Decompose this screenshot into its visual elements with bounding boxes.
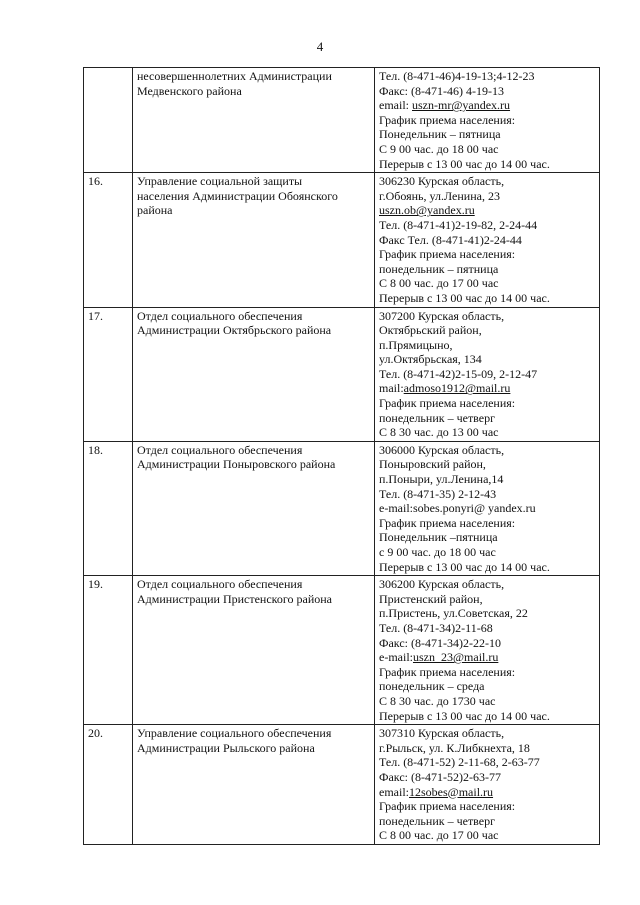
contact-line: Октябрьский район, — [379, 323, 482, 338]
row-number: 17. — [84, 307, 133, 441]
contact-line: С 8 30 час. до 13 00 час — [379, 425, 499, 440]
contact-line: ул.Октябрьская, 134 — [379, 352, 482, 367]
contact-line: 306000 Курская область, — [379, 442, 505, 457]
contact-line: График приема населения: — [379, 396, 516, 411]
organization-cell — [133, 173, 375, 307]
row-number: 19. — [84, 576, 133, 725]
email-label: email: — [379, 98, 412, 113]
contact-line: Поныровский район, — [379, 457, 486, 472]
contact-line: График приема населения: — [379, 664, 516, 679]
contact-line: График приема населения: — [379, 112, 516, 127]
contact-line: Тел. (8-471-46)4-19-13;4-12-23 — [379, 69, 535, 83]
organization-name-line: Отдел социального обеспечения — [137, 442, 303, 457]
organization-name-line: Администрации Поныровского района — [137, 457, 336, 472]
row-number: 16. — [84, 173, 133, 307]
contact-line: Перерыв с 13 00 час до 14 00 час. — [379, 290, 550, 305]
table-row — [84, 576, 600, 725]
organization-name-line: населения Администрации Обоянского — [137, 188, 338, 203]
table-row — [84, 68, 600, 173]
contact-line: Понедельник – пятница — [379, 127, 501, 142]
contact-line: Факс Тел. (8-471-41)2-24-44 — [379, 232, 522, 247]
contact-line: С 9 00 час. до 18 00 час — [379, 141, 499, 156]
email-line — [379, 785, 595, 800]
table-row — [84, 441, 600, 575]
contact-line: Факс: (8-471-52)2-63-77 — [379, 769, 501, 784]
contact-line: С 8 00 час. до 17 00 час — [379, 828, 499, 843]
contact-line: С 8 30 час. до 1730 час — [379, 693, 496, 708]
contact-line: Факс: (8-471-34)2-22-10 — [379, 635, 501, 650]
email-link[interactable]: uszn-mr@yandex.ru — [412, 98, 511, 113]
contact-line: Понедельник –пятница — [379, 530, 498, 545]
table-body — [84, 68, 600, 845]
contact-line: 306230 Курская область, — [379, 174, 505, 189]
contact-line: понедельник – среда — [379, 679, 485, 694]
email-label: e-mail: — [379, 650, 413, 665]
contact-line: Перерыв с 13 00 час до 14 00 час. — [379, 708, 550, 723]
contact-line: Тел. (8-471-52) 2-11-68, 2-63-77 — [379, 755, 540, 770]
organization-name-line: несовершеннолетних Администрации — [137, 69, 332, 83]
organization-name-line: района — [137, 203, 173, 218]
table-row — [84, 307, 600, 441]
contact-line: п.Поныри, ул.Ленина,14 — [379, 472, 504, 487]
row-number — [84, 68, 133, 173]
email-line — [379, 98, 595, 113]
email-link[interactable]: admoso1912@mail.ru — [403, 381, 511, 396]
email-link[interactable]: 12sobes@mail.ru — [409, 784, 494, 799]
organization-cell — [133, 576, 375, 725]
contact-line: e-mail:sobes.ponyri@ yandex.ru — [379, 501, 536, 516]
row-number: 18. — [84, 441, 133, 575]
organization-name-line: Администрации Пристенского района — [137, 591, 333, 606]
organization-name-line: Управление социального обеспечения — [137, 726, 332, 741]
contact-line: 307200 Курская область, — [379, 308, 505, 323]
organization-name-line: Отдел социального обеспечения — [137, 308, 303, 323]
organization-name-line: Медвенского района — [137, 83, 242, 98]
contact-line: Перерыв с 13 00 час до 14 00 час. — [379, 156, 550, 171]
contact-line: понедельник – четверг — [379, 410, 496, 425]
email-line — [379, 203, 595, 218]
contact-line: График приема населения: — [379, 515, 516, 530]
contacts-table — [83, 67, 600, 845]
email-label: email: — [379, 784, 409, 799]
contact-cell — [375, 173, 600, 307]
table-row — [84, 725, 600, 845]
contact-line: г.Обоянь, ул.Ленина, 23 — [379, 188, 500, 203]
organization-cell — [133, 68, 375, 173]
contact-line: 306200 Курская область, — [379, 577, 505, 592]
contact-cell — [375, 68, 600, 173]
contact-line: С 8 00 час. до 17 00 час — [379, 276, 499, 291]
contact-cell — [375, 307, 600, 441]
contact-line: с 9 00 час. до 18 00 час — [379, 545, 496, 559]
contact-line: Тел. (8-471-42)2-15-09, 2-12-47 — [379, 366, 538, 381]
email-label: mail: — [379, 381, 404, 396]
organization-name-line: Администрации Октябрьского района — [137, 323, 332, 338]
contact-line: понедельник – пятница — [379, 261, 499, 276]
organization-cell — [133, 307, 375, 441]
contact-cell — [375, 441, 600, 575]
contact-line: Тел. (8-471-41)2-19-82, 2-24-44 — [379, 217, 538, 232]
row-number: 20. — [84, 725, 133, 845]
contact-line: Тел. (8-471-35) 2-12-43 — [379, 486, 497, 501]
email-line — [379, 650, 595, 665]
contact-line: п.Прямицыно, — [379, 337, 453, 352]
email-line — [379, 381, 595, 396]
contact-cell — [375, 725, 600, 845]
contact-line: г.Рыльск, ул. К.Либкнехта, 18 — [379, 740, 530, 755]
organization-name-line: Администрации Рыльского района — [137, 740, 315, 755]
contact-line: График приема населения: — [379, 247, 516, 262]
contact-line: п.Пристень, ул.Советская, 22 — [379, 606, 528, 621]
organization-cell — [133, 441, 375, 575]
contact-line: понедельник – четверг — [379, 813, 496, 828]
organization-cell — [133, 725, 375, 845]
contact-line: График приема населения: — [379, 799, 516, 814]
organization-name-line: Отдел социального обеспечения — [137, 577, 303, 592]
contact-cell — [375, 576, 600, 725]
email-link[interactable]: uszn_23@mail.ru — [412, 650, 499, 665]
organization-name-line: Управление социальной защиты — [137, 174, 303, 189]
contact-line: Тел. (8-471-34)2-11-68 — [379, 620, 493, 635]
contact-line: Пристенский район, — [379, 591, 483, 606]
email-link[interactable]: uszn.ob@yandex.ru — [379, 203, 475, 218]
contact-line: Факс: (8-471-46) 4-19-13 — [379, 83, 504, 98]
table-row — [84, 173, 600, 307]
contact-line: 307310 Курская область, — [379, 726, 505, 741]
page-number: 4 — [316, 39, 324, 54]
contact-line: Перерыв с 13 00 час до 14 00 час. — [379, 559, 550, 574]
